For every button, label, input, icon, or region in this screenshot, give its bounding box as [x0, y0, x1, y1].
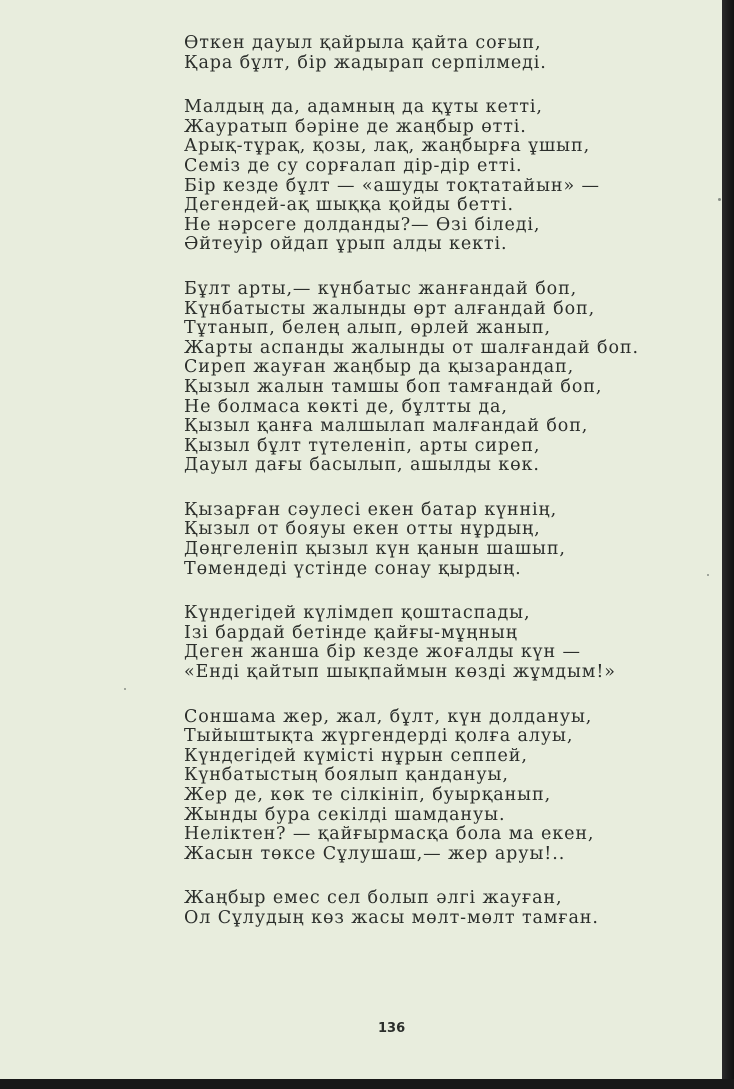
stanza — [184, 604, 704, 682]
paper-speck — [124, 688, 126, 690]
poem-line: Не нәрсеге долданды?— Өзі біледі, — [184, 214, 541, 235]
poem-line: Малдың да, адамның да құты кетті, — [184, 97, 543, 118]
poem-text — [184, 34, 704, 954]
paper-speck — [718, 198, 721, 201]
poem-line: Жарты аспанды жалынды от шалғандай боп. — [184, 337, 639, 358]
poem-line: «Енді қайтып шықпаймын көзді жұмдым!» — [184, 662, 616, 683]
poem-line: Тұтанып, белең алып, өрлей жанып, — [184, 318, 551, 339]
poem-line: Соншама жер, жал, бұлт, күн долдануы, — [184, 706, 593, 727]
poem-line: Сиреп жауған жаңбыр да қызарандап, — [184, 357, 575, 378]
poem-line: Қызыл от бояуы екен отты нұрдың, — [184, 519, 541, 540]
poem-line: Қызыл бұлт түтеленіп, арты сиреп, — [184, 435, 541, 456]
stanza — [184, 98, 704, 255]
poem-line: Қызарған сәулесі екен батар күннің, — [184, 499, 558, 520]
poem-line: Қызыл жалын тамшы боп тамғандай боп, — [184, 376, 603, 397]
stanza — [184, 280, 704, 476]
poem-line: Неліктен? — қайғырмасқа бола ма екен, — [184, 824, 595, 845]
poem-line: Бұлт арты,— күнбатыс жанғандай боп, — [184, 278, 578, 299]
stanza — [184, 889, 704, 928]
stanza — [184, 708, 704, 865]
poem-line: Бір кезде бұлт — «ашуды тоқтатайын» — — [184, 175, 600, 196]
poem-line: Дауыл дағы басылып, ашылды көк. — [184, 455, 540, 476]
poem-line: Жауратып бәріне де жаңбыр өтті. — [184, 116, 527, 137]
poem-line: Жер де, көк те сілкініп, буырқанып, — [184, 785, 552, 805]
page-edge-shadow — [722, 0, 734, 1089]
poem-line: Дегендей-ақ шыққа қойды бетті. — [184, 195, 514, 216]
poem-line: Ізі бардай бетінде қайғы-мұңның — [184, 622, 518, 643]
poem-line: Дөңгеленіп қызыл күн қанын шашып, — [184, 539, 566, 560]
poem-line: Күндегідей күмісті нұрын сеппей, — [184, 745, 528, 766]
poem-line: Әйтеуір ойдап ұрып алды кекті. — [184, 234, 508, 255]
poem-line: Жынды бура секілді шамдануы. — [184, 804, 506, 825]
poem-line: Арық-тұрақ, қозы, лақ, жаңбырға ұшып, — [184, 136, 591, 157]
page-bottom-shadow — [0, 1079, 734, 1089]
poem-line: Не болмаса көкті де, бұлтты да, — [184, 396, 508, 417]
poem-line: Қара бұлт, бір жадырап серпілмеді. — [184, 52, 547, 73]
poem-line: Өткен дауыл қайрыла қайта соғып, — [184, 33, 542, 53]
poem-line: Күндегідей күлімдеп қоштаспады, — [184, 603, 531, 624]
poem-line: Семіз де су сорғалап дір-дір етті. — [184, 155, 523, 176]
poem-line: Жаңбыр емес сел болып әлгі жауған, — [184, 888, 563, 909]
stanza — [184, 501, 704, 579]
poem-line: Күнбатысты жалынды өрт алғандай боп, — [184, 298, 596, 319]
page-number: 136 — [378, 1021, 406, 1036]
poem-line: Қызыл қанға малшылап малғандай боп, — [184, 416, 589, 437]
poem-line: Жасын төксе Сұлушаш,— жер аруы!.. — [184, 843, 566, 864]
paper-speck — [707, 574, 709, 576]
poem-line: Тыйыштықта жүргендерді қолға алуы, — [184, 726, 574, 747]
poem-line: Күнбатыстың боялып қандануы, — [184, 765, 509, 786]
stanza — [184, 34, 704, 73]
poem-line: Төмендеді үстінде сонау қырдың. — [184, 558, 522, 579]
poem-line: Ол Сұлудың көз жасы мөлт-мөлт тамған. — [184, 907, 599, 928]
poem-line: Деген жанша бір кезде жоғалды күн — — [184, 642, 581, 663]
